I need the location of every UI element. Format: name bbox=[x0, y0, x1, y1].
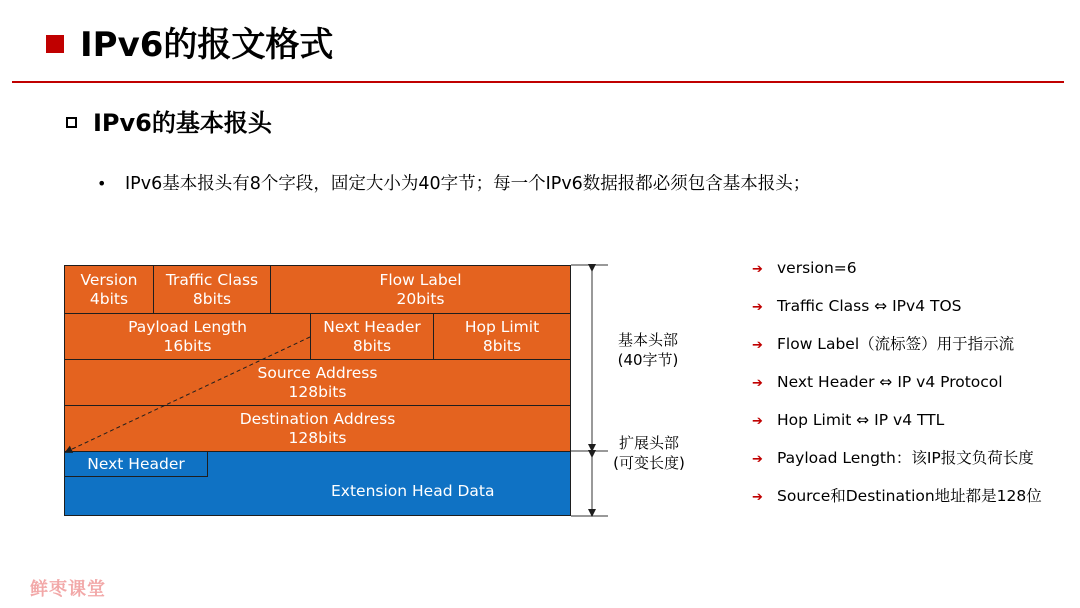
note-item bbox=[752, 256, 857, 282]
extension-next-header: Next Header bbox=[65, 452, 208, 477]
field-destination-address-name: Destination Address bbox=[239, 409, 396, 428]
note-item bbox=[752, 484, 1042, 510]
page-title: IPv6的报文格式 bbox=[80, 25, 334, 65]
field-version-size: 4bits bbox=[89, 289, 129, 308]
field-traffic-class-name: Traffic Class bbox=[165, 270, 259, 289]
arrow-right-icon: ➔ bbox=[752, 490, 763, 505]
field-payload-length-name: Payload Length bbox=[128, 317, 247, 336]
field-next-header-size: 8bits bbox=[352, 336, 392, 355]
field-destination-address-size: 128bits bbox=[288, 428, 347, 447]
note-text: Traffic Class ⇔ IPv4 TOS bbox=[777, 297, 962, 315]
field-traffic-class-size: 8bits bbox=[192, 289, 232, 308]
bullet-marker: • bbox=[97, 174, 107, 193]
note-text: Flow Label（流标签）用于指示流 bbox=[777, 335, 1015, 353]
extension-header-label-line2: (可变长度) bbox=[613, 454, 685, 472]
field-source-address-size: 128bits bbox=[288, 382, 347, 401]
note-item bbox=[752, 370, 1003, 396]
field-hop-limit-name: Hop Limit bbox=[464, 317, 540, 336]
field-flow-label-name: Flow Label bbox=[379, 270, 462, 289]
field-hop-limit-size: 8bits bbox=[482, 336, 522, 355]
extension-header-label bbox=[604, 433, 694, 473]
note-item bbox=[752, 446, 1034, 472]
field-version-name: Version bbox=[80, 270, 138, 289]
note-text: Payload Length：该IP报文负荷长度 bbox=[777, 449, 1034, 467]
note-item bbox=[752, 408, 944, 434]
arrow-right-icon: ➔ bbox=[752, 262, 763, 277]
bullet-text: IPv6基本报头有8个字段，固定大小为40字节；每一个IPv6数据报都必须包含基本报头； bbox=[125, 174, 811, 194]
base-header-label-line1: 基本头部 bbox=[617, 331, 678, 349]
section-title: IPv6的基本报头 bbox=[93, 109, 272, 137]
arrow-right-icon: ➔ bbox=[752, 300, 763, 315]
arrow-right-icon: ➔ bbox=[752, 452, 763, 467]
note-item bbox=[752, 294, 962, 320]
next-header-pointer-dashed bbox=[68, 337, 310, 451]
arrow-right-icon: ➔ bbox=[752, 338, 763, 353]
arrow-right-icon: ➔ bbox=[752, 376, 763, 391]
base-header-label bbox=[608, 330, 688, 370]
extension-head-data: Extension Head Data bbox=[331, 482, 495, 500]
watermark-logo: 鲜枣课堂 bbox=[30, 579, 106, 600]
note-text: version=6 bbox=[777, 259, 857, 277]
arrow-right-icon: ➔ bbox=[752, 414, 763, 429]
note-text: Source和Destination地址都是128位 bbox=[777, 487, 1042, 505]
field-payload-length-size: 16bits bbox=[163, 336, 212, 355]
base-header-label-line2: (40字节) bbox=[617, 351, 679, 369]
note-text: Hop Limit ⇔ IP v4 TTL bbox=[777, 411, 945, 429]
note-item bbox=[752, 332, 1014, 358]
extension-header-label-line1: 扩展头部 bbox=[618, 434, 679, 452]
note-text: Next Header ⇔ IP v4 Protocol bbox=[777, 373, 1003, 391]
field-next-header-name: Next Header bbox=[323, 317, 421, 336]
field-flow-label-size: 20bits bbox=[396, 289, 445, 308]
field-source-address-name: Source Address bbox=[257, 363, 378, 382]
